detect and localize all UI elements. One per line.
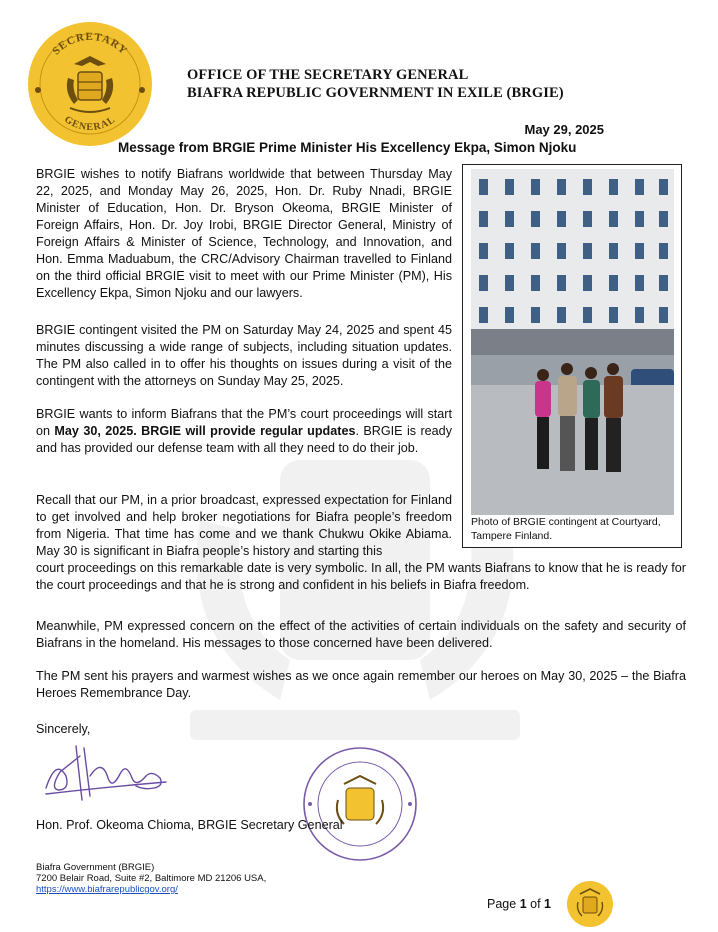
handwritten-signature xyxy=(36,738,176,808)
office-heading xyxy=(187,66,564,102)
letter-date: May 29, 2025 xyxy=(524,122,604,137)
footer-street: 7200 Belair Road, Suite #2, Baltimore MD 21206 USA, xyxy=(36,873,267,884)
website-link[interactable]: https://www.biafrarepublicgov.org/ xyxy=(36,884,178,895)
court-date-bold: May 30, 2025. BRGIE will provide regular updates xyxy=(54,424,356,438)
footer-org: Biafra Government (BRGIE) xyxy=(36,862,155,873)
office-heading-line1: OFFICE OF THE SECRETARY GENERAL xyxy=(187,67,469,83)
office-heading-line2: BIAFRA REPUBLIC GOVERNMENT IN EXILE (BRGIE) xyxy=(187,85,564,101)
photo-frame xyxy=(462,164,682,548)
paragraph-contingent-visit: BRGIE contingent visited the PM on Saturday May 24, 2025 and spent 45 minutes discussing a wide range of subjects, including situation updates. The PM also called in to offer his thoughts on issues during a visit of the contingent with the attorneys on Sunday May 25, 2025. xyxy=(36,323,452,388)
page-number xyxy=(487,897,551,911)
letter-subject: Message from BRGIE Prime Minister His Excellency Ekpa, Simon Njoku xyxy=(118,140,577,155)
paragraph-visit-notice: BRGIE wishes to notify Biafrans worldwide that between Thursday May 22, 2025, and Monday May 26, 2025, Hon. Dr. Ruby Nnadi, BRGIE Minister of Education, Hon. Dr. Bryson Okeoma, BRGIE Minister of Foreign Affairs, Hon. Dr. Joy Irobi, BRGIE Director General, Ministry of Foreign Affairs & Minister of Science, Technology, and Innovation, and Hon. Emma Maduabum, the CRC/Advisory Chairman travelled to Finland on the third official BRGIE visit to meet with our Prime Minister (PM), His Excellency Ekpa, Simon Njoku and our lawyers. xyxy=(36,167,452,300)
page-total: 1 xyxy=(544,897,551,911)
secretary-general-seal-icon xyxy=(26,20,154,148)
paragraph-security-concern: Meanwhile, PM expressed concern on the effect of the activities of certain individuals on the safety and security of Biafrans in the homeland. His messages to those concerned have been delivered. xyxy=(36,619,686,650)
photo-caption: Photo of BRGIE contingent at Courtyard, Tampere Finland. xyxy=(471,516,661,542)
svg-text:SECRETARY: SECRETARY xyxy=(50,30,130,58)
footer-address xyxy=(36,862,266,895)
paragraph-recall-part2: court proceedings on this remarkable date is very symbolic. In all, the PM wants Biafrans to know that he is ready for the court proceedings and that he is strong and confident in his beliefs in Biafra freedom. xyxy=(36,561,686,592)
paragraph-recall-part1: Recall that our PM, in a prior broadcast, expressed expectation for Finland to get involved and help broker negotiations for Biafra people’s freedom from Nigeria. That time has come and we thank Chukwu Okike Abiama. May 30 is significant in Biafra people’s history and starting this xyxy=(36,493,452,558)
contingent-photo xyxy=(471,169,674,515)
court-text-end: . BRGIE is ready and has provided our defense team with all they need to do their job. xyxy=(36,424,452,455)
page-current: 1 xyxy=(519,897,527,911)
svg-text:GENERAL: GENERAL xyxy=(62,113,118,134)
page-of: of xyxy=(530,897,541,911)
paragraph-court-proceedings xyxy=(36,406,452,457)
footer-seal-icon xyxy=(566,880,614,928)
signatory-name: Hon. Prof. Okeoma Chioma, BRGIE Secretary General xyxy=(36,818,343,832)
closing-salutation: Sincerely, xyxy=(36,722,91,736)
court-text-start: BRGIE wants to inform Biafrans that the PM’s court proceedings will start on xyxy=(36,407,452,438)
page-label: Page xyxy=(487,897,517,911)
official-stamp-icon xyxy=(300,744,420,864)
paragraph-heroes-day: The PM sent his prayers and warmest wishes as we once again remember our heroes on May 30, 2025 – the Biafra Heroes Remembrance Day. xyxy=(36,669,686,700)
